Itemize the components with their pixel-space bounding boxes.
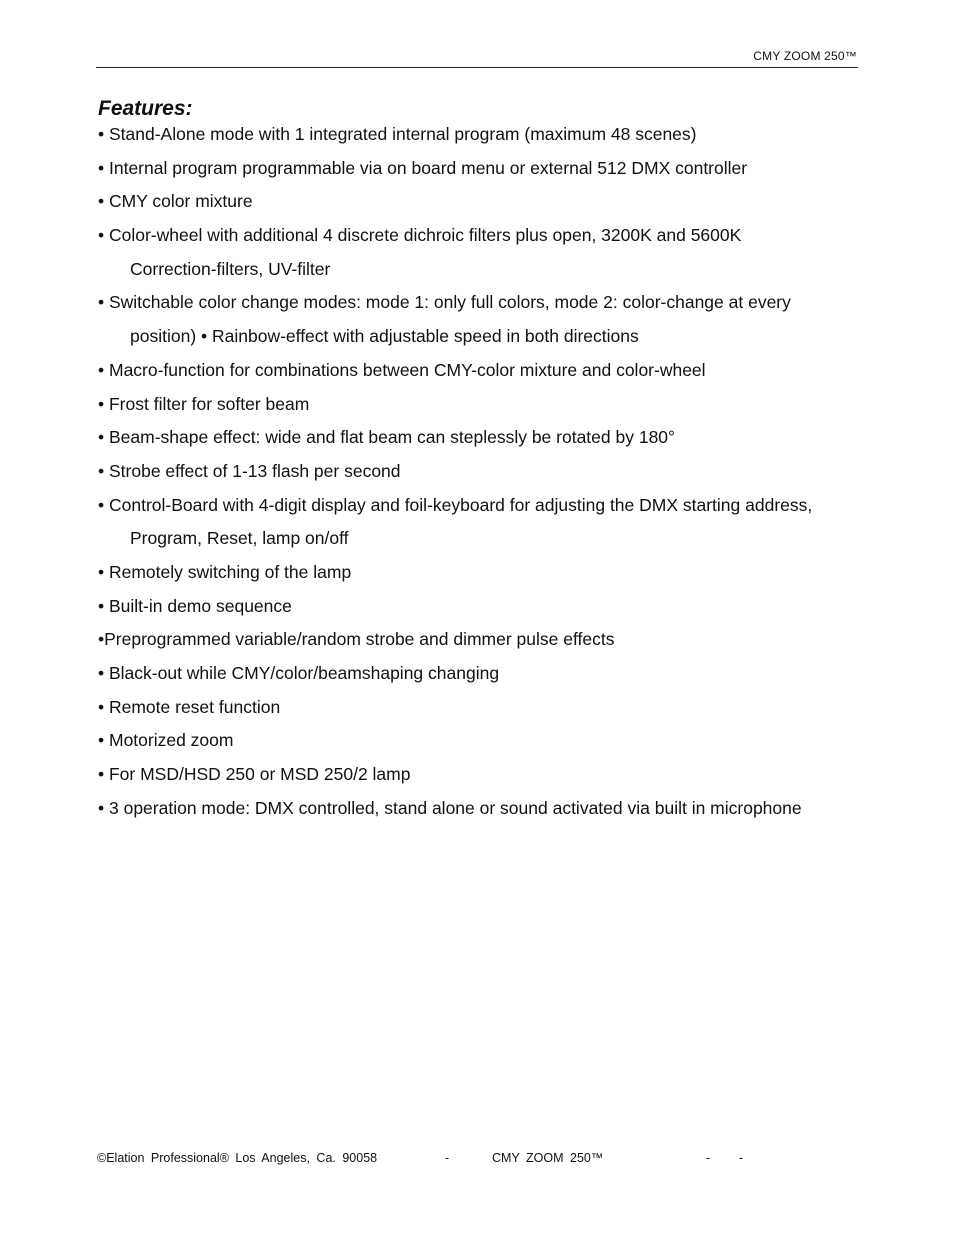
feature-item-preprogrammed-effects: •Preprogrammed variable/random strobe and dimmer pulse effects <box>98 629 615 650</box>
feature-item-black-out: • Black-out while CMY/color/beamshaping changing <box>98 663 500 683</box>
feature-item-color-change-modes-continued: position) • Rainbow-effect with adjustable speed in both directions <box>130 326 639 347</box>
header-rule <box>96 67 858 68</box>
footer-separator: - <box>706 1151 711 1165</box>
feature-item-cmy-mixture: • CMY color mixture <box>98 191 253 212</box>
feature-item-internal-program: • Internal program programmable via on board menu or external 512 DMX controller <box>98 157 748 178</box>
feature-item-operation-modes: • 3 operation mode: DMX controlled, stand alone or sound activated via built in microphone <box>98 797 802 818</box>
feature-item-demo-sequence: • Built-in demo sequence <box>98 595 292 616</box>
feature-item-standalone: • Stand-Alone mode with 1 integrated internal program (maximum 48 scenes) <box>98 124 697 144</box>
feature-item-remote-lamp: • Remotely switching of the lamp <box>98 561 352 582</box>
features-list <box>98 118 868 825</box>
footer-separator: - <box>445 1151 450 1165</box>
footer-separator: - <box>739 1151 744 1165</box>
footer-copyright: ©Elation Professional® Los Angeles, Ca. 90058 <box>97 1151 378 1165</box>
header-title: CMY ZOOM 250™ <box>753 49 857 63</box>
feature-item-control-board-continued: Program, Reset, lamp on/off <box>130 528 349 549</box>
feature-item-color-wheel: • Color-wheel with additional 4 discrete dichroic filters plus open, 3200K and 5600K <box>98 225 742 246</box>
feature-item-remote-reset: • Remote reset function <box>98 696 281 717</box>
feature-item-motorized-zoom: • Motorized zoom <box>98 730 234 751</box>
feature-item-color-change-modes: • Switchable color change modes: mode 1: only full colors, mode 2: color-change at every <box>98 292 791 313</box>
feature-item-frost-filter: • Frost filter for softer beam <box>98 393 310 414</box>
features-heading: Features: <box>98 97 193 120</box>
feature-item-beam-shape: • Beam-shape effect: wide and flat beam can steplessly be rotated by 180° <box>98 427 676 448</box>
feature-item-strobe: • Strobe effect of 1-13 flash per second <box>98 460 401 481</box>
footer-model: CMY ZOOM 250™ <box>492 1151 604 1165</box>
feature-item-lamp-type: • For MSD/HSD 250 or MSD 250/2 lamp <box>98 764 411 785</box>
feature-item-color-wheel-continued: Correction-filters, UV-filter <box>130 258 331 279</box>
feature-item-macro-function: • Macro-function for combinations between CMY-color mixture and color-wheel <box>98 359 706 380</box>
feature-item-control-board: • Control-Board with 4-digit display and foil-keyboard for adjusting the DMX starting address, <box>98 494 813 515</box>
